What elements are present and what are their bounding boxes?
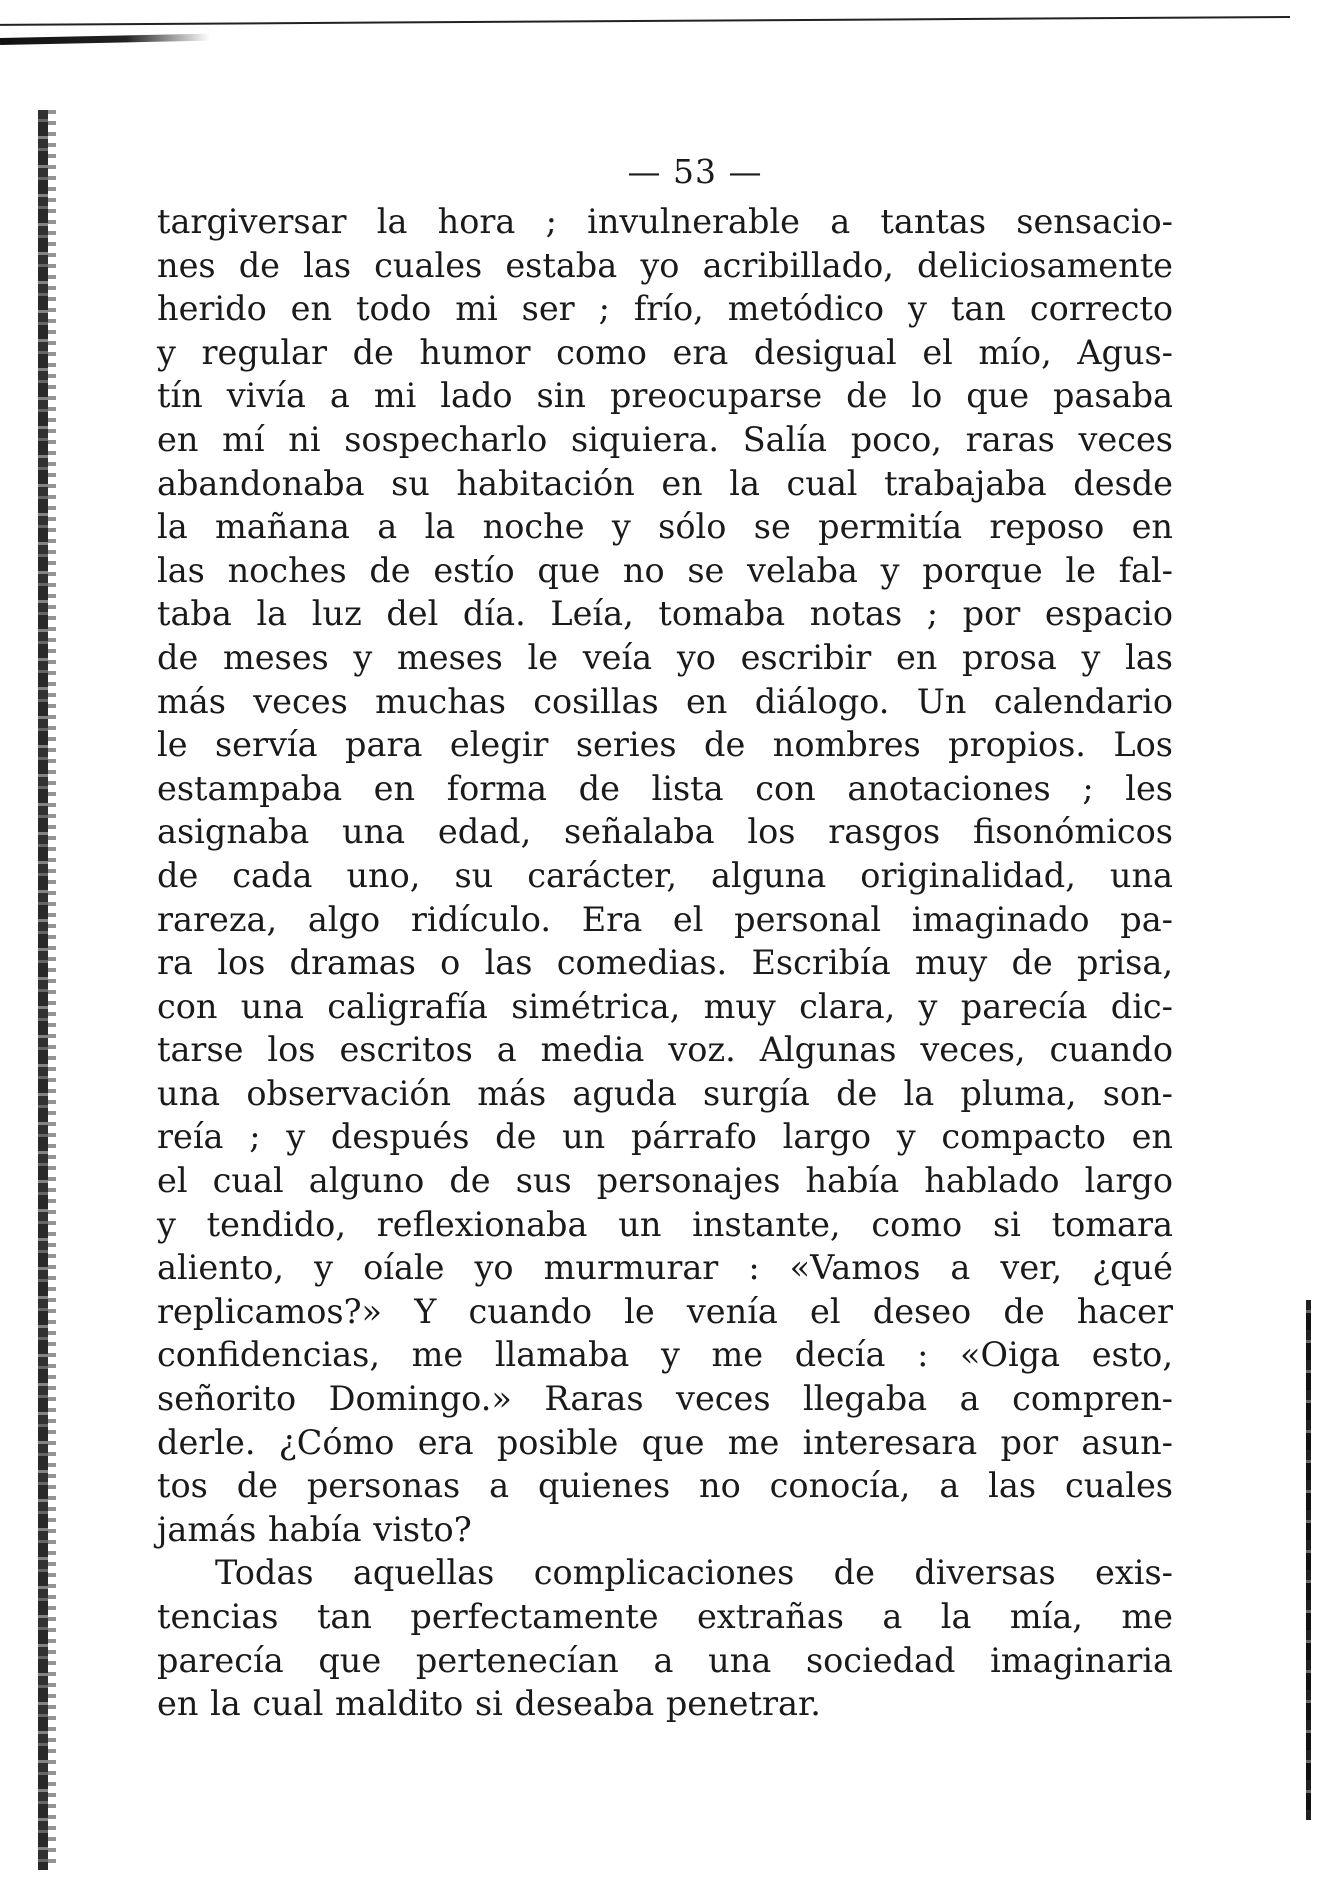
text-line: le servía para elegir series de nombres propios. Los [157, 725, 1173, 765]
text-line: replicamos?» Y cuando le venía el deseo de hacer [157, 1291, 1173, 1331]
text-line: abandonaba su habitación en la cual trabajaba desde [157, 463, 1173, 503]
text-line: las noches de estío que no se velaba y porque le fal- [157, 550, 1173, 590]
text-line: jamás había visto? [157, 1509, 472, 1549]
text-line: tarse los escritos a media voz. Algunas veces, cuando [157, 1030, 1173, 1070]
text-line: ra los dramas o las comedias. Escribía muy de prisa, [157, 943, 1173, 983]
paragraph-1 [157, 200, 1173, 1551]
text-line: en la cual maldito si deseaba penetrar. [157, 1684, 821, 1724]
text-line: parecía que pertenecían a una sociedad imaginaria [157, 1640, 1173, 1680]
top-border-rule [0, 16, 1290, 26]
text-line: más veces muchas cosillas en diálogo. Un calendario [157, 681, 1173, 721]
text-line: y tendido, reflexionaba un instante, como si tomara [157, 1204, 1173, 1244]
text-line: señorito Domingo.» Raras veces llegaba a compren- [157, 1379, 1173, 1419]
text-line: aliento, y oíale yo murmurar : «Vamos a ver, ¿qué [157, 1248, 1173, 1288]
text-line: asignaba una edad, señalaba los rasgos fisonómicos [157, 812, 1173, 852]
right-page-edge [1306, 1300, 1311, 1820]
text-line: el cual alguno de sus personajes había hablado largo [157, 1161, 1173, 1201]
paragraph-2 [157, 1551, 1173, 1725]
page-number: — 53 — [627, 152, 763, 191]
text-line: reía ; y después de un párrafo largo y compacto en [157, 1117, 1173, 1157]
text-line: en mí ni sospecharlo siquiera. Salía poco, raras veces [157, 419, 1173, 459]
text-line: una observación más aguda surgía de la pluma, son- [157, 1073, 1173, 1113]
text-line: Todas aquellas complicaciones de diversas exis- [215, 1553, 1173, 1593]
text-line: taba la luz del día. Leía, tomaba notas ; por espacio [157, 594, 1173, 634]
text-line: tos de personas a quienes no conocía, a las cuales [157, 1466, 1173, 1506]
text-line: de cada uno, su carácter, alguna originalidad, una [157, 855, 1173, 895]
text-line: la mañana a la noche y sólo se permitía reposo en [157, 507, 1173, 547]
left-page-edge [38, 110, 48, 1870]
text-line: tencias tan perfectamente extrañas a la mía, me [157, 1597, 1173, 1636]
text-line: y regular de humor como era desigual el mío, Agus- [157, 332, 1173, 372]
text-line: con una caligrafía simétrica, muy clara, y parecía dic- [157, 986, 1173, 1026]
text-line: confidencias, me llamaba y me decía : «Oiga esto, [157, 1335, 1173, 1375]
text-line: nes de las cuales estaba yo acribillado, deliciosamente [157, 245, 1173, 285]
left-page-edge-shadow [48, 110, 56, 1870]
text-line: herido en todo mi ser ; frío, metódico y tan correcto [157, 289, 1173, 329]
text-line: tín vivía a mi lado sin preocuparse de lo que pasaba [157, 376, 1173, 416]
text-line: derle. ¿Cómo era posible que me interesara por asun- [157, 1422, 1173, 1462]
text-line: estampaba en forma de lista con anotaciones ; les [157, 768, 1173, 808]
text-line: rareza, algo ridículo. Era el personal imaginado pa- [157, 899, 1173, 939]
book-page [157, 150, 1173, 1726]
top-border-smudge [0, 34, 210, 45]
text-line: targiversar la hora ; invulnerable a tantas sensacio- [157, 202, 1173, 241]
text-line: de meses y meses le veía yo escribir en prosa y las [157, 637, 1173, 677]
